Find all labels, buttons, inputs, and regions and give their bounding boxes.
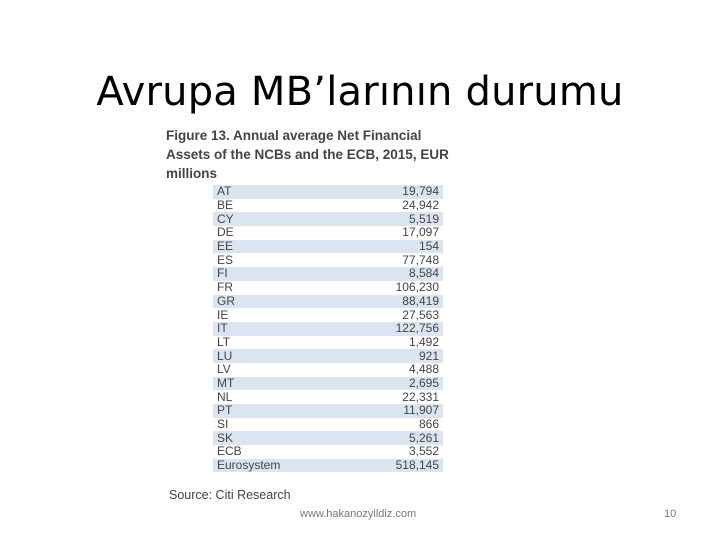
- row-value: 11,907: [347, 404, 443, 418]
- row-value: 3,552: [347, 445, 443, 459]
- row-value: 17,097: [347, 226, 443, 240]
- table-row: [213, 281, 443, 295]
- row-label: DE: [213, 226, 347, 240]
- row-label: NL: [213, 390, 347, 404]
- row-label: SK: [213, 431, 347, 445]
- row-value: 22,331: [347, 390, 443, 404]
- table-row: [213, 418, 443, 432]
- row-label: IT: [213, 322, 347, 336]
- row-label: BE: [213, 199, 347, 213]
- row-value: 88,419: [347, 295, 443, 309]
- row-value: 24,942: [347, 199, 443, 213]
- row-label: MT: [213, 377, 347, 391]
- table-row: [213, 308, 443, 322]
- table-row: [213, 199, 443, 213]
- page-number: 10: [664, 508, 677, 520]
- figure-table: [213, 185, 443, 472]
- table-row: [213, 253, 443, 267]
- table-row: [213, 404, 443, 418]
- row-label: GR: [213, 295, 347, 309]
- row-value: 154: [347, 240, 443, 254]
- row-value: 8,584: [347, 267, 443, 281]
- row-label: SI: [213, 418, 347, 432]
- row-label: ECB: [213, 445, 347, 459]
- row-label: AT: [213, 185, 347, 199]
- footer-url: www.hakanozyildiz.com: [300, 508, 417, 520]
- table-row: [213, 445, 443, 459]
- table-row: [213, 336, 443, 350]
- table-row: [213, 349, 443, 363]
- figure-heading: [166, 126, 506, 183]
- table-row: [213, 295, 443, 309]
- table-row: [213, 459, 443, 473]
- figure-heading-line: millions: [166, 166, 218, 181]
- row-value: 4,488: [347, 363, 443, 377]
- row-value: 122,756: [347, 322, 443, 336]
- table-row: [213, 390, 443, 404]
- table-row: [213, 226, 443, 240]
- table-row: [213, 363, 443, 377]
- table-row: [213, 240, 443, 254]
- row-value: 2,695: [347, 377, 443, 391]
- row-value: 518,145: [347, 459, 443, 473]
- row-value: 1,492: [347, 336, 443, 350]
- row-value: 5,261: [347, 431, 443, 445]
- figure-image: [166, 126, 506, 501]
- slide-title: Avrupa MB’larının durumu: [96, 68, 624, 115]
- table-row: [213, 185, 443, 199]
- figure-source: Source: Citi Research: [169, 488, 291, 502]
- row-label: IE: [213, 308, 347, 322]
- table-row: [213, 377, 443, 391]
- table-row: [213, 322, 443, 336]
- row-label: ES: [213, 253, 347, 267]
- row-value: 106,230: [347, 281, 443, 295]
- row-label: PT: [213, 404, 347, 418]
- figure-heading-line: Assets of the NCBs and the ECB, 2015, EUR: [166, 147, 449, 162]
- row-label: Eurosystem: [213, 459, 347, 473]
- row-value: 77,748: [347, 253, 443, 267]
- row-value: 27,563: [347, 308, 443, 322]
- row-label: LT: [213, 336, 347, 350]
- row-label: LV: [213, 363, 347, 377]
- row-label: FR: [213, 281, 347, 295]
- table-row: [213, 267, 443, 281]
- row-label: EE: [213, 240, 347, 254]
- row-value: 5,519: [347, 212, 443, 226]
- table-row: [213, 431, 443, 445]
- row-value: 866: [347, 418, 443, 432]
- figure-heading-line: Figure 13. Annual average Net Financial: [166, 128, 422, 143]
- row-value: 19,794: [347, 185, 443, 199]
- row-label: CY: [213, 212, 347, 226]
- row-label: LU: [213, 349, 347, 363]
- row-value: 921: [347, 349, 443, 363]
- table-row: [213, 212, 443, 226]
- row-label: FI: [213, 267, 347, 281]
